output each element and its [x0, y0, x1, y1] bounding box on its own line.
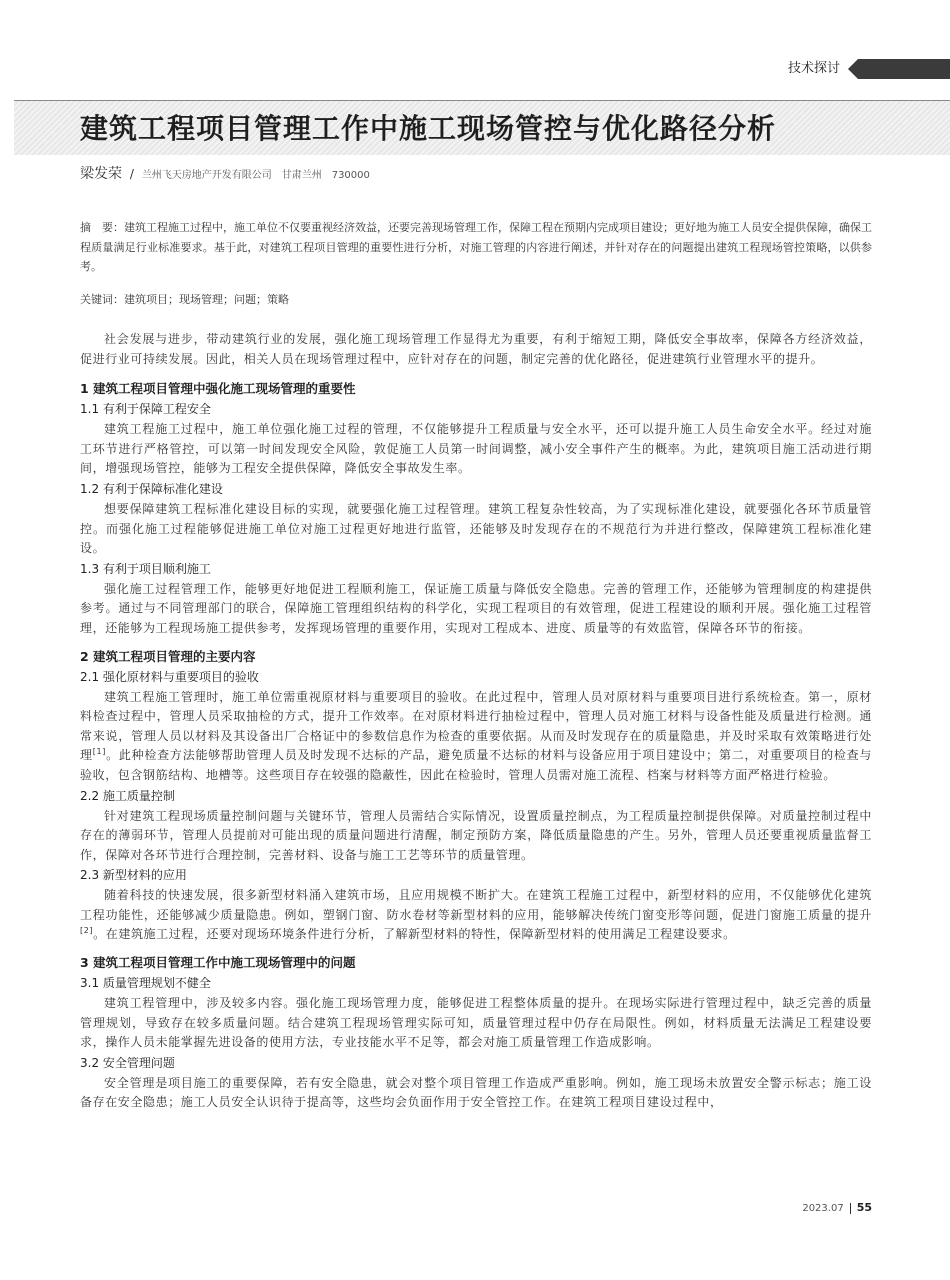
- byline: [80, 163, 370, 183]
- abstract-text: 建筑工程施工过程中，施工单位不仅要重视经济效益，还要完善现场管理工作，保障工程在预期内完成项目建设；更好地为施工人员安全提供保障，确保工程质量满足行业标准要求。基于此，对建筑工程项目管理的重要性进行分析，对施工管理的内容进行阐述，并针对存在的问题提出建筑工程现场管控策略，以供参考。: [80, 221, 872, 273]
- keywords: [80, 291, 872, 307]
- author-name: 梁发荣: [80, 166, 122, 182]
- paragraph-text: 随着科技的快速发展，很多新型材料涌入建筑市场，且应用规模不断扩大。在建筑工程施工过程中，新型材料的应用，不仅能够优化建筑工程功能性，还能够减少质量隐患。例如，塑钢门窗、防水卷材等新型材料的应用，能够解决传统门窗变形等问题，促进门窗施工质量的提升: [80, 888, 872, 922]
- subsection-paragraph: 安全管理是项目施工的重要保障，若有安全隐患，就会对整个项目管理工作造成严重影响。例如，施工现场未放置安全警示标志；施工设备存在安全隐患；施工人员安全认识待于提高等，这些均会负面作用于安全管控工作。在建筑工程项目建设过程中，: [80, 1075, 872, 1110]
- paragraph-text: 。在建筑施工过程，还要对现场环境条件进行分析，了解新型材料的特性，保障新型材料的使用满足工程建设要求。: [93, 927, 736, 942]
- abstract-label: 摘 要：: [80, 221, 124, 234]
- subsection-heading: 1.1 有利于保障工程安全: [80, 402, 211, 417]
- byline-separator: /: [129, 167, 134, 181]
- citation-ref: [2]: [80, 926, 94, 936]
- author-affiliation: 兰州飞天房地产开发有限公司 甘肃兰州 730000: [141, 170, 370, 181]
- footer-divider: [850, 1203, 851, 1214]
- abstract: [80, 218, 872, 277]
- keywords-label: 关键词：: [80, 293, 124, 306]
- subsection-heading: 1.2 有利于保障标准化建设: [80, 481, 223, 496]
- article-body: [80, 330, 872, 1121]
- subsection-paragraph: 建筑工程管理中，涉及较多内容。强化施工现场管理力度，能够促进工程整体质量的提升。在现场实际进行管理过程中，缺乏完善的质量管理规划，导致存在较多质量问题。结合建筑工程现场管理实际可知，质量管理过程中仍存在局限性。例如，材料质量无法满足工程建设要求，操作人员未能掌握先进设备的使用方法，专业技能水平不足等，都会对施工质量管理工作造成影响。: [80, 996, 872, 1050]
- section-2: [80, 647, 872, 946]
- subsection-heading: 2.3 新型材料的应用: [80, 868, 187, 883]
- subsection-heading: 2.2 施工质量控制: [80, 788, 175, 803]
- paragraph-text: 。此种检查方法能够帮助管理人员及时发现不达标的产品，避免质量不达标的材料与设备应用于项目建设中；第二，对重要项目的检查与验收，包含钢筋结构、地槽等。这些项目存在较强的隐蔽性，因此在检验时，管理人员需对施工流程、档案与材料等方面严格进行检验。: [80, 748, 872, 782]
- section-1: [80, 379, 872, 638]
- issue-date: 2023.07: [802, 1203, 844, 1214]
- section-heading: 1 建筑工程项目管理中强化施工现场管理的重要性: [80, 381, 356, 397]
- intro-paragraph: 社会发展与进步，带动建筑行业的发展，强化施工现场管理工作显得尤为重要，有利于缩短工期，降低安全事故率，保障各方经济效益，促进行业可持续发展。因此，相关人员在现场管理过程中，应针对存在的问题，制定完善的优化路径，促进建筑行业管理水平的提升。: [80, 332, 872, 366]
- column-tag: [770, 58, 950, 80]
- paragraph-text: 建筑工程施工管理时，施工单位需重视原材料与重要项目的验收。在此过程中，管理人员对原材料与重要项目进行系统检查。第一，原材料检查过程中，管理人员采取抽检的方式，提升工作效率。在对原材料进行抽检过程中，管理人员对施工材料与设备性能及质量进行检测。通常来说，管理人员以材料及其设备出厂合格证中的参数信息作为检查的重要依据。从而及时发现存在的质量隐患，并及时采取有效策略进行处理: [80, 689, 872, 763]
- page-number: 55: [856, 1201, 872, 1214]
- column-label: 技术探讨: [787, 61, 840, 76]
- section-heading: 2 建筑工程项目管理的主要内容: [80, 648, 256, 664]
- column-bar: [848, 59, 950, 79]
- article-title: 建筑工程项目管理工作中施工现场管控与优化路径分析: [80, 112, 777, 145]
- section-heading: 3 建筑工程项目管理工作中施工现场管理中的问题: [80, 955, 356, 971]
- section-3: [80, 953, 872, 1113]
- subsection-paragraph: 强化施工过程管理工作，能够更好地促进工程顺利施工，保证施工质量与降低安全隐患。完善的管理工作，还能够为管理制度的构建提供参考。通过与不同管理部门的联合，保障施工管理组织结构的科学化，实现工程项目的有效管理，促进工程建设的顺利开展。强化施工过程管理，还能够为工程现场施工提供参考，发挥现场管理的重要作用，实现对工程成本、进度、质量等的有效监管，保障各环节的衔接。: [80, 581, 872, 635]
- subsection-heading: 1.3 有利于项目顺利施工: [80, 561, 211, 576]
- subsection-paragraph: 针对建筑工程现场质量控制问题与关键环节，管理人员需结合实际情况，设置质量控制点，为工程质量控制提供保障。对质量控制过程中存在的薄弱环节，管理人员提前对可能出现的质量问题进行清醒，制定预防方案，降低质量隐患的产生。另外，管理人员还要重视质量监督工作，保障对各环节进行合理控制，完善材料、设备与施工工艺等环节的质量管理。: [80, 808, 872, 862]
- subsection-heading: 3.2 安全管理问题: [80, 1055, 175, 1070]
- subsection-paragraph: 想要保障建筑工程标准化建设目标的实现，就要强化施工过程管理。建筑工程复杂性较高，为了实现标准化建设，就要强化各环节质量管控。而强化施工过程能够促进施工单位对施工过程更好地进行监管，还能够及时发现存在的不规范行为并进行整改，保障建筑工程标准化建设。: [80, 501, 872, 556]
- subsection-heading: 2.1 强化原材料与重要项目的验收: [80, 669, 259, 684]
- keywords-text: 建筑项目；现场管理；问题；策略: [124, 293, 289, 306]
- page-footer: [802, 1201, 872, 1214]
- subsection-heading: 3.1 质量管理规划不健全: [80, 976, 211, 991]
- citation-ref: [1]: [92, 747, 106, 757]
- subsection-paragraph: 建筑工程施工过程中，施工单位强化施工过程的管理，不仅能够提升工程质量与安全水平，还可以提升施工人员生命安全水平。经过对施工环节进行严格管控，可以第一时间发现安全风险，敦促施工人员第一时间调整，减小安全事件产生的概率。为此，建筑项目施工活动进行期间，增强现场管控，能够为工程安全提供保障，降低安全事故发生率。: [80, 422, 872, 476]
- subsection-paragraph: [80, 688, 872, 786]
- subsection-paragraph: [80, 886, 872, 945]
